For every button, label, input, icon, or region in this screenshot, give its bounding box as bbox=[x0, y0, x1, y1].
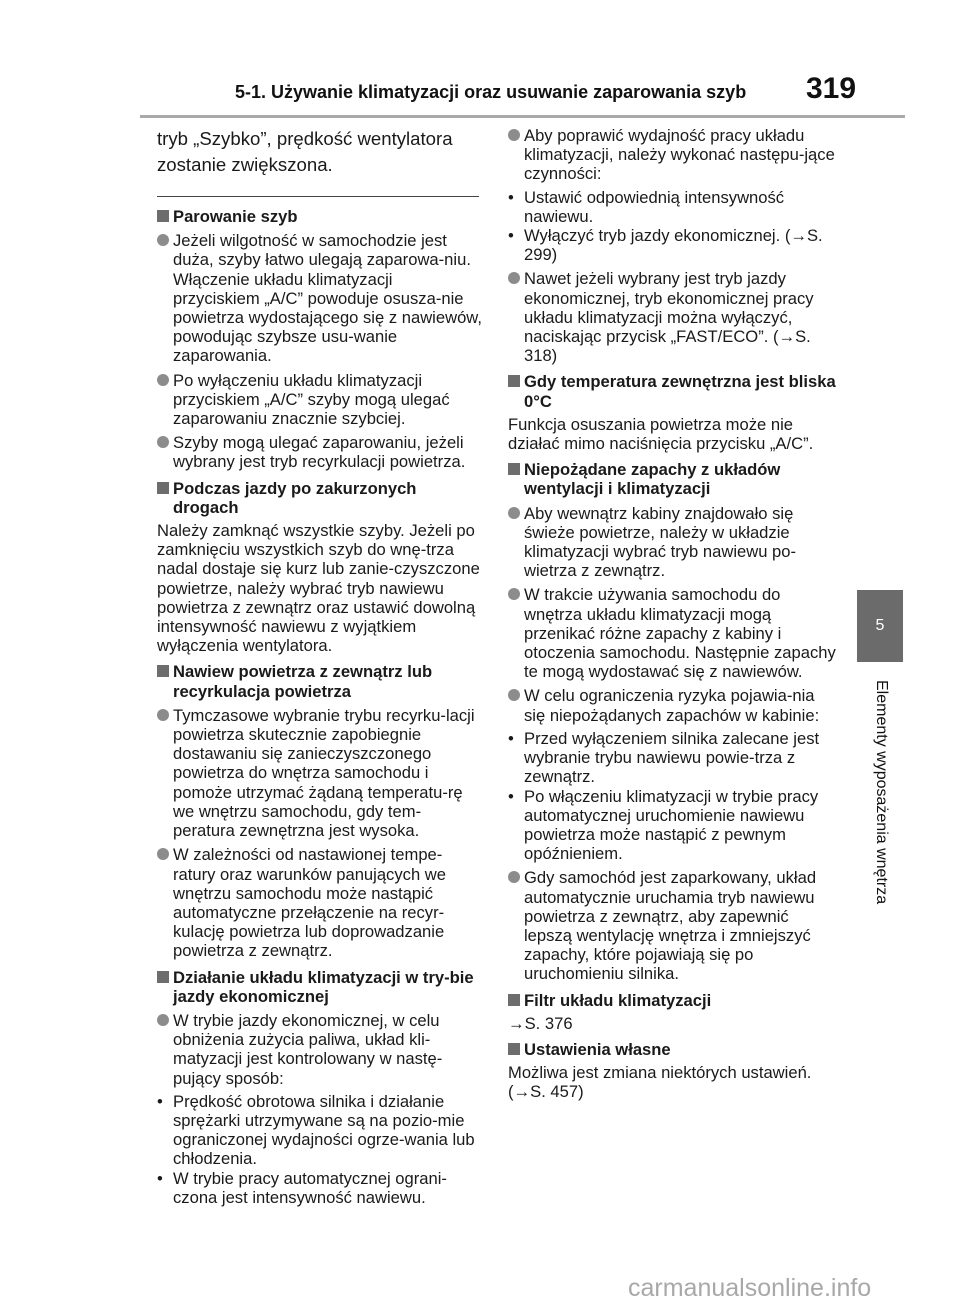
sub-item: • W trybie pracy automatycznej ograni-czona jest intensywność nawiewu. bbox=[157, 1168, 447, 1207]
circle-bullet-icon bbox=[157, 848, 169, 860]
square-bullet-icon bbox=[157, 210, 169, 222]
section-heading: Ustawienia własne bbox=[508, 1040, 838, 1059]
circle-bullet-icon bbox=[157, 709, 169, 721]
circle-bullet-icon bbox=[508, 689, 520, 701]
square-bullet-icon bbox=[157, 971, 169, 983]
bullet-item: Tymczasowe wybranie trybu recyrku-lacji powietrza skutecznie zapobiegnie dostawaniu się zanieczyszczonego powietrza do wnętrza samochodu i pomoże utrzymać żądaną temperatu-rę we wnętrzu samochodu, gdy tem-peratura zewnętrzna jest wysoka. bbox=[157, 706, 482, 840]
square-bullet-icon bbox=[508, 1043, 520, 1055]
section-heading: Działanie układu klimatyzacji w try-bie jazdy ekonomicznej bbox=[157, 968, 482, 1006]
bullet-item: W trybie jazdy ekonomicznej, w celu obniżenia zużycia paliwa, układ kli-matyzacji jest kontrolowany w nastę-pujący sposób: bbox=[157, 1011, 482, 1088]
chapter-label: Elementy wyposażenia wnętrza bbox=[873, 680, 890, 905]
bullet-item: W trakcie używania samochodu do wnętrza układu klimatyzacji mogą przenikać różne zapachy z kabiny i otoczenia samochodu. Następnie zapachy te mogą wydostawać się z nawiewów. bbox=[508, 585, 838, 681]
section-heading: Nawiew powietrza z zewnątrz lub recyrkulacja powietrza bbox=[157, 662, 482, 700]
bullet-item: Jeżeli wilgotność w samochodzie jest duża, szyby łatwo ulegają zaparowa-niu. Włączenie układu klimatyzacji przyciskiem „A/C” powoduje osusza-nie powietrza wydostającego się z nawiewów, powodując szybsze usu-wanie zaparowania. bbox=[157, 231, 482, 365]
page-reference: →S. 376 bbox=[508, 1013, 573, 1033]
section-title: 5-1. Używanie klimatyzacji oraz usuwanie zaparowania szyb bbox=[235, 82, 747, 102]
paragraph: Należy zamknąć wszystkie szyby. Jeżeli po zamknięciu wszystkich szyb do wnę-trza nadal dostaje się kurz lub zanie-czyszczone powietrze, należy wybrać tryb nawiewu powietrza z zewnątrz oraz ustawić dowolną intensywność nawiewu z wyjątkiem wyłączenia wentylatora. bbox=[157, 521, 480, 656]
sub-item: • Wyłączyć tryb jazdy ekonomicznej. (→S. 299) bbox=[508, 226, 823, 265]
circle-bullet-icon bbox=[508, 871, 520, 883]
section-divider bbox=[157, 196, 479, 197]
page-number: 319 bbox=[806, 72, 857, 105]
circle-bullet-icon bbox=[157, 436, 169, 448]
sub-item: • Po włączeniu klimatyzacji w trybie pracy automatycznej uruchomienie nawiewu powietrza może nastąpić z pewnym opóźnieniem. bbox=[508, 786, 819, 864]
watermark: carmanualsonline.info bbox=[628, 1274, 872, 1302]
section-heading: Niepożądane zapachy z układów wentylacji i klimatyzacji bbox=[508, 460, 838, 498]
section-heading: Filtr układu klimatyzacji bbox=[508, 991, 838, 1010]
section-heading: Podczas jazdy po zakurzonych drogach bbox=[157, 479, 482, 517]
square-bullet-icon bbox=[157, 665, 169, 677]
bullet-item: Aby poprawić wydajność pracy układu klimatyzacji, należy wykonać następu-jące czynności: bbox=[508, 126, 838, 184]
header-divider bbox=[140, 115, 905, 118]
bullet-item: Nawet jeżeli wybrany jest tryb jazdy ekonomicznej, tryb ekonomicznej pracy układu klimatyzacji można wyłączyć, naciskając przycisk „FAST/ECO”. (→S. 318) bbox=[508, 269, 838, 365]
section-heading: Gdy temperatura zewnętrzna jest bliska 0°C bbox=[508, 372, 838, 410]
circle-bullet-icon bbox=[157, 1014, 169, 1026]
sub-item: • Prędkość obrotowa silnika i działanie sprężarki utrzymywane są na pozio-mie ograniczonej wydajności ogrze-wania lub chłodzenia. bbox=[157, 1091, 475, 1169]
circle-bullet-icon bbox=[508, 588, 520, 600]
left-column bbox=[157, 126, 482, 1207]
circle-bullet-icon bbox=[508, 272, 520, 284]
square-bullet-icon bbox=[508, 375, 520, 387]
paragraph: Funkcja osuszania powietrza może nie działać mimo naciśnięcia przycisku „A/C”. bbox=[508, 414, 814, 454]
paragraph: Możliwa jest zmiana niektórych ustawień. (→S. 457) bbox=[508, 1063, 812, 1102]
right-column bbox=[508, 126, 838, 1108]
square-bullet-icon bbox=[157, 482, 169, 494]
bullet-item: W zależności od nastawionej tempe-ratury oraz warunków panujących we wnętrzu samochodu może nastąpić automatyczne przełączenie na recyr-kulację powietrza lub doprowadzanie powietrza z zewnątrz. bbox=[157, 845, 482, 960]
chapter-tab bbox=[857, 590, 903, 662]
circle-bullet-icon bbox=[508, 507, 520, 519]
bullet-item: Po wyłączeniu układu klimatyzacji przyciskiem „A/C” szyby mogą ulegać zaparowaniu znacznie szybciej. bbox=[157, 371, 482, 429]
circle-bullet-icon bbox=[508, 129, 520, 141]
bullet-item: Szyby mogą ulegać zaparowaniu, jeżeli wybrany jest tryb recyrkulacji powietrza. bbox=[157, 433, 482, 471]
section-heading: Parowanie szyb bbox=[157, 207, 482, 226]
bullet-item: W celu ograniczenia ryzyka pojawia-nia się niepożądanych zapachów w kabinie: bbox=[508, 686, 838, 724]
square-bullet-icon bbox=[508, 994, 520, 1006]
intro-text: tryb „Szybko”, prędkość wentylatora zostanie zwiększona. bbox=[157, 128, 453, 175]
square-bullet-icon bbox=[508, 463, 520, 475]
chapter-number: 5 bbox=[875, 617, 885, 634]
bullet-item: Gdy samochód jest zaparkowany, układ automatycznie uruchamia tryb nawiewu powietrza z zewnątrz, aby zapewnić lepszą wentylację wnętrza i zmniejszyć zapachy, które pojawiają się po uruchomieniu silnika. bbox=[508, 868, 838, 983]
circle-bullet-icon bbox=[157, 234, 169, 246]
sub-item: • Przed wyłączeniem silnika zalecane jest wybranie trybu nawiewu powie-trza z zewnątrz. bbox=[508, 728, 820, 787]
sub-item: • Ustawić odpowiednią intensywność nawiewu. bbox=[508, 187, 785, 226]
circle-bullet-icon bbox=[157, 374, 169, 386]
bullet-item: Aby wewnątrz kabiny znajdowało się świeże powietrze, należy w układzie klimatyzacji wybrać tryb nawiewu po-wietrza z zewnątrz. bbox=[508, 504, 838, 581]
